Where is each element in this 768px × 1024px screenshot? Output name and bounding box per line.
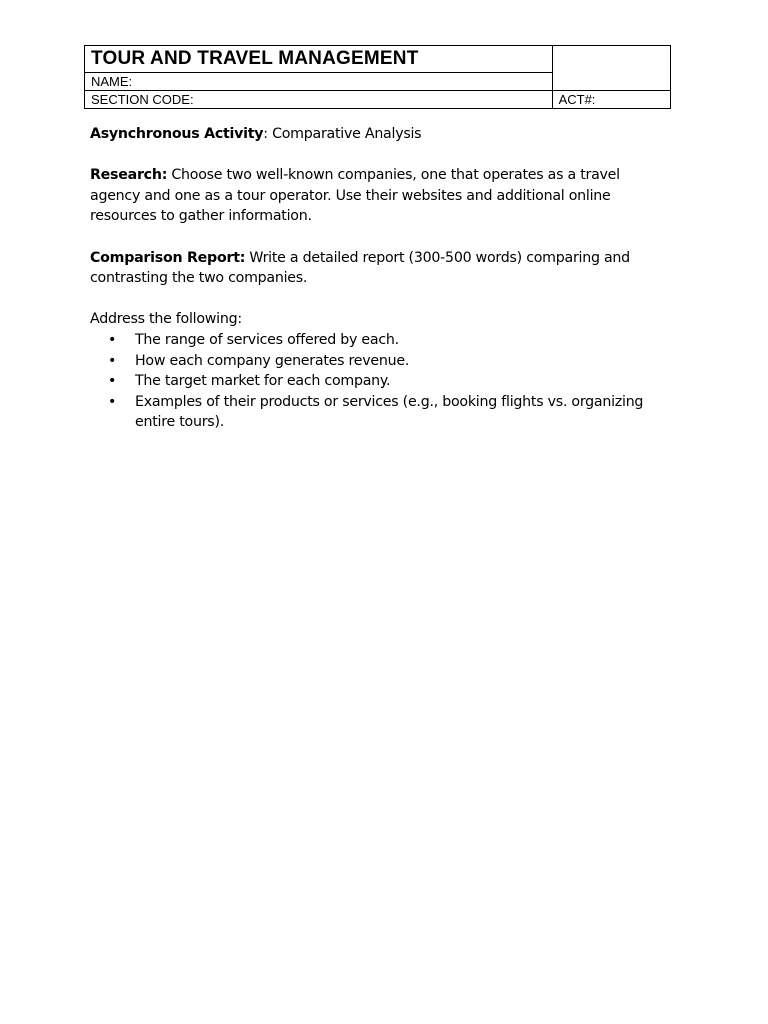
comparison-text: Write a detailed report (300-500 words) comparing and contrasting the two companies. <box>90 249 630 287</box>
section-code-label: SECTION CODE: <box>85 91 553 109</box>
list-item: • Examples of their products or services (e.g., booking flights vs. organizing entire tours). <box>135 392 670 433</box>
list-item: • The range of services offered by each. <box>135 330 670 351</box>
address-list <box>90 330 670 433</box>
comparison-label: Comparison Report: <box>90 249 246 266</box>
act-number-label: ACT#: <box>552 91 670 109</box>
list-item: • The target market for each company. <box>135 371 670 392</box>
activity-line <box>90 124 670 145</box>
blank-header-cell <box>552 46 670 91</box>
activity-content <box>90 124 670 433</box>
activity-value: Comparative Analysis <box>267 126 422 142</box>
course-title: TOUR AND TRAVEL MANAGEMENT <box>85 46 553 73</box>
name-field-label: NAME: <box>85 73 553 91</box>
comparison-paragraph <box>90 248 670 289</box>
research-paragraph <box>90 165 670 227</box>
activity-label: Asynchronous Activity <box>90 126 264 142</box>
research-label: Research: <box>90 167 168 184</box>
activity-separator: : <box>263 126 268 142</box>
address-intro: Address the following: <box>90 311 242 328</box>
research-text: Choose two well-known companies, one that operates as a travel agency and one as a tour operator. Use their websites and additional online resources to gather information. <box>90 167 620 225</box>
list-item: • How each company generates revenue. <box>135 351 670 372</box>
header-table <box>84 45 671 109</box>
